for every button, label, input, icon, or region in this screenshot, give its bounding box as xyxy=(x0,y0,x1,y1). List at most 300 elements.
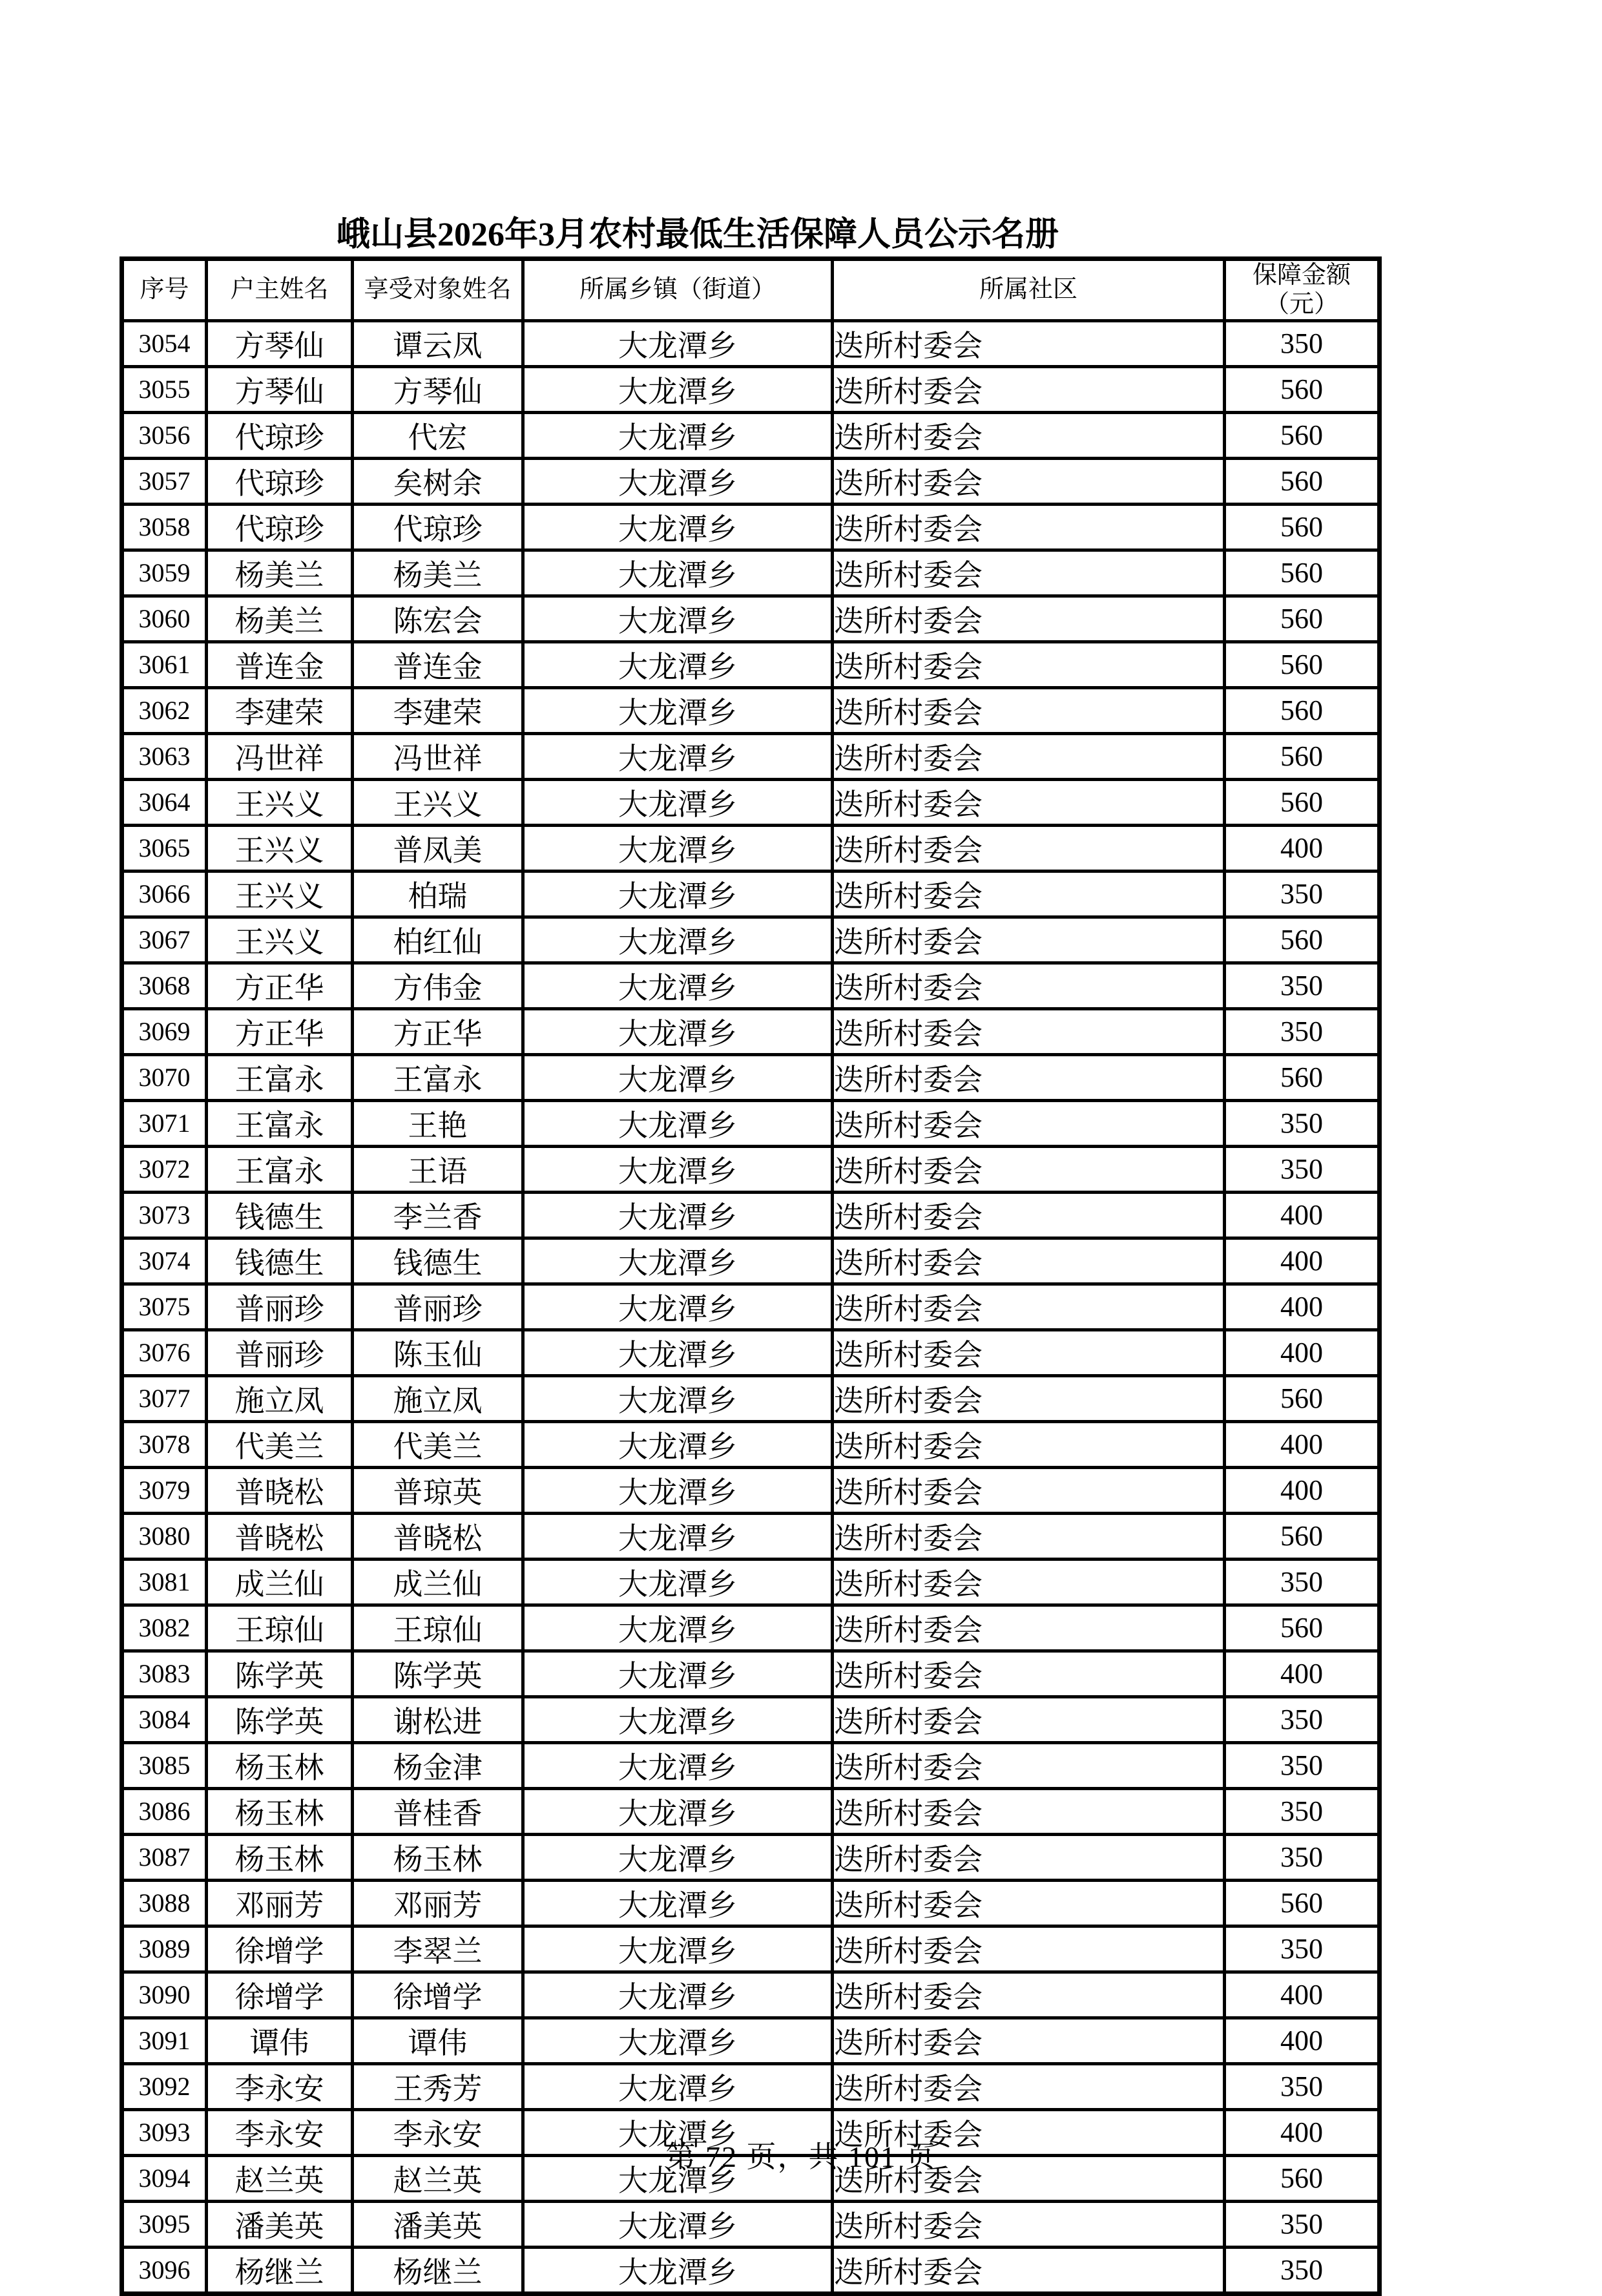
roster-table xyxy=(120,256,1382,2296)
cell-householder: 普丽珍 xyxy=(207,1330,353,1375)
cell-township: 大龙潭乡 xyxy=(523,1880,833,1926)
cell-index: 3056 xyxy=(122,412,207,458)
cell-community: 迭所村委会 xyxy=(833,963,1225,1008)
page-footer: 第 72 页，共 101 页 xyxy=(665,2140,937,2173)
cell-township: 大龙潭乡 xyxy=(523,412,833,458)
cell-index: 3095 xyxy=(122,2201,207,2247)
column-header-index: 序号 xyxy=(122,259,207,321)
cell-township: 大龙潭乡 xyxy=(523,1605,833,1651)
cell-householder: 王兴义 xyxy=(207,825,353,871)
cell-index: 3078 xyxy=(122,1421,207,1467)
cell-township: 大龙潭乡 xyxy=(523,1834,833,1880)
cell-township: 大龙潭乡 xyxy=(523,917,833,963)
cell-amount: 400 xyxy=(1225,2109,1380,2155)
cell-community: 迭所村委会 xyxy=(833,1880,1225,1926)
cell-community: 迭所村委会 xyxy=(833,1467,1225,1513)
cell-index: 3070 xyxy=(122,1054,207,1100)
cell-amount: 350 xyxy=(1225,1559,1380,1605)
cell-township: 大龙潭乡 xyxy=(523,320,833,366)
cell-amount: 560 xyxy=(1225,687,1380,733)
cell-community: 迭所村委会 xyxy=(833,1605,1225,1651)
cell-amount: 350 xyxy=(1225,2201,1380,2247)
cell-amount: 400 xyxy=(1225,1238,1380,1284)
cell-householder: 邓丽芳 xyxy=(207,1880,353,1926)
cell-amount: 560 xyxy=(1225,504,1380,550)
cell-householder: 陈学英 xyxy=(207,1651,353,1696)
cell-householder: 普晓松 xyxy=(207,1467,353,1513)
cell-community: 迭所村委会 xyxy=(833,1421,1225,1467)
cell-community: 迭所村委会 xyxy=(833,871,1225,917)
cell-township: 大龙潭乡 xyxy=(523,2247,833,2293)
cell-beneficiary: 代琼珍 xyxy=(353,504,523,550)
cell-householder: 杨美兰 xyxy=(207,550,353,596)
cell-amount: 350 xyxy=(1225,1926,1380,1972)
cell-index: 3060 xyxy=(122,596,207,642)
table-row xyxy=(122,2247,1380,2293)
cell-index: 3061 xyxy=(122,642,207,687)
cell-beneficiary: 谢松进 xyxy=(353,1696,523,1742)
cell-amount: 400 xyxy=(1225,1467,1380,1513)
cell-township: 大龙潭乡 xyxy=(523,1192,833,1238)
cell-beneficiary: 施立凤 xyxy=(353,1375,523,1421)
cell-index: 3090 xyxy=(122,1972,207,2018)
cell-beneficiary: 成兰仙 xyxy=(353,1559,523,1605)
cell-beneficiary: 普晓松 xyxy=(353,1513,523,1559)
cell-index: 3082 xyxy=(122,1605,207,1651)
table-row xyxy=(122,2201,1380,2247)
cell-beneficiary: 代美兰 xyxy=(353,1421,523,1467)
cell-householder: 徐增学 xyxy=(207,1926,353,1972)
cell-householder: 普晓松 xyxy=(207,1513,353,1559)
cell-index: 3088 xyxy=(122,1880,207,1926)
cell-householder: 冯世祥 xyxy=(207,733,353,779)
cell-township: 大龙潭乡 xyxy=(523,1421,833,1467)
cell-householder: 李永安 xyxy=(207,2063,353,2109)
cell-community: 迭所村委会 xyxy=(833,366,1225,412)
cell-index: 3091 xyxy=(122,2018,207,2063)
table-row xyxy=(122,1054,1380,1100)
cell-township: 大龙潭乡 xyxy=(523,642,833,687)
cell-beneficiary: 矣树余 xyxy=(353,458,523,504)
cell-community: 迭所村委会 xyxy=(833,458,1225,504)
cell-beneficiary: 代宏 xyxy=(353,412,523,458)
cell-township: 大龙潭乡 xyxy=(523,2109,833,2155)
table-row xyxy=(122,1192,1380,1238)
cell-township: 大龙潭乡 xyxy=(523,733,833,779)
cell-householder: 王兴义 xyxy=(207,871,353,917)
cell-amount: 560 xyxy=(1225,733,1380,779)
cell-beneficiary: 谭云凤 xyxy=(353,320,523,366)
cell-amount: 560 xyxy=(1225,550,1380,596)
cell-amount: 560 xyxy=(1225,1054,1380,1100)
cell-township: 大龙潭乡 xyxy=(523,1330,833,1375)
cell-community: 迭所村委会 xyxy=(833,550,1225,596)
table-row xyxy=(122,412,1380,458)
cell-amount: 560 xyxy=(1225,2155,1380,2201)
cell-householder: 谭伟 xyxy=(207,2018,353,2063)
table-row xyxy=(122,1284,1380,1330)
cell-beneficiary: 王艳 xyxy=(353,1100,523,1146)
cell-township: 大龙潭乡 xyxy=(523,2201,833,2247)
cell-householder: 王琼仙 xyxy=(207,1605,353,1651)
table-row xyxy=(122,779,1380,825)
cell-amount: 400 xyxy=(1225,1284,1380,1330)
cell-householder: 方琴仙 xyxy=(207,320,353,366)
cell-householder: 方正华 xyxy=(207,1008,353,1054)
cell-householder: 方正华 xyxy=(207,963,353,1008)
cell-householder: 钱德生 xyxy=(207,1238,353,1284)
cell-amount: 400 xyxy=(1225,1330,1380,1375)
cell-beneficiary: 普连金 xyxy=(353,642,523,687)
column-header-community: 所属社区 xyxy=(833,259,1225,321)
cell-householder: 赵兰英 xyxy=(207,2155,353,2201)
cell-community: 迭所村委会 xyxy=(833,1696,1225,1742)
cell-beneficiary: 王秀芳 xyxy=(353,2063,523,2109)
table-body xyxy=(122,320,1380,2293)
page-title: 峨山县2026年3月农村最低生活保障人员公示名册 xyxy=(336,216,1059,253)
cell-community: 迭所村委会 xyxy=(833,779,1225,825)
cell-amount: 400 xyxy=(1225,1651,1380,1696)
cell-amount: 350 xyxy=(1225,1742,1380,1788)
cell-community: 迭所村委会 xyxy=(833,2109,1225,2155)
cell-beneficiary: 邓丽芳 xyxy=(353,1880,523,1926)
table-row xyxy=(122,1880,1380,1926)
column-header-householder: 户主姓名 xyxy=(207,259,353,321)
cell-community: 迭所村委会 xyxy=(833,1972,1225,2018)
cell-township: 大龙潭乡 xyxy=(523,2155,833,2201)
cell-township: 大龙潭乡 xyxy=(523,779,833,825)
cell-index: 3086 xyxy=(122,1788,207,1834)
cell-community: 迭所村委会 xyxy=(833,596,1225,642)
header-row xyxy=(122,259,1380,321)
cell-index: 3063 xyxy=(122,733,207,779)
cell-amount: 560 xyxy=(1225,596,1380,642)
table-row xyxy=(122,1008,1380,1054)
cell-township: 大龙潭乡 xyxy=(523,1788,833,1834)
cell-amount: 560 xyxy=(1225,366,1380,412)
cell-householder: 代琼珍 xyxy=(207,504,353,550)
cell-householder: 陈学英 xyxy=(207,1696,353,1742)
cell-beneficiary: 普丽珍 xyxy=(353,1284,523,1330)
table-row xyxy=(122,1834,1380,1880)
cell-beneficiary: 王富永 xyxy=(353,1054,523,1100)
cell-householder: 代琼珍 xyxy=(207,412,353,458)
cell-householder: 王富永 xyxy=(207,1100,353,1146)
cell-householder: 杨美兰 xyxy=(207,596,353,642)
table-row xyxy=(122,1330,1380,1375)
cell-beneficiary: 李翠兰 xyxy=(353,1926,523,1972)
cell-community: 迭所村委会 xyxy=(833,687,1225,733)
cell-beneficiary: 徐增学 xyxy=(353,1972,523,2018)
cell-community: 迭所村委会 xyxy=(833,1238,1225,1284)
cell-community: 迭所村委会 xyxy=(833,2018,1225,2063)
cell-township: 大龙潭乡 xyxy=(523,1513,833,1559)
table-row xyxy=(122,320,1380,366)
column-header-beneficiary: 享受对象姓名 xyxy=(353,259,523,321)
cell-township: 大龙潭乡 xyxy=(523,1696,833,1742)
cell-amount: 560 xyxy=(1225,412,1380,458)
cell-community: 迭所村委会 xyxy=(833,1788,1225,1834)
cell-index: 3059 xyxy=(122,550,207,596)
cell-beneficiary: 方琴仙 xyxy=(353,366,523,412)
cell-amount: 350 xyxy=(1225,1834,1380,1880)
cell-community: 迭所村委会 xyxy=(833,1054,1225,1100)
cell-beneficiary: 柏瑞 xyxy=(353,871,523,917)
cell-amount: 350 xyxy=(1225,2247,1380,2293)
cell-householder: 杨玉林 xyxy=(207,1788,353,1834)
cell-community: 迭所村委会 xyxy=(833,1834,1225,1880)
cell-amount: 560 xyxy=(1225,642,1380,687)
cell-township: 大龙潭乡 xyxy=(523,1008,833,1054)
cell-householder: 方琴仙 xyxy=(207,366,353,412)
table-header xyxy=(122,259,1380,321)
cell-township: 大龙潭乡 xyxy=(523,1926,833,1972)
cell-householder: 杨玉林 xyxy=(207,1834,353,1880)
cell-community: 迭所村委会 xyxy=(833,1559,1225,1605)
table-row xyxy=(122,963,1380,1008)
cell-index: 3077 xyxy=(122,1375,207,1421)
cell-amount: 350 xyxy=(1225,1100,1380,1146)
cell-index: 3054 xyxy=(122,320,207,366)
column-header-township: 所属乡镇（街道） xyxy=(523,259,833,321)
cell-beneficiary: 柏红仙 xyxy=(353,917,523,963)
table-row xyxy=(122,1375,1380,1421)
cell-index: 3064 xyxy=(122,779,207,825)
column-header-amount: 保障金额 （元） xyxy=(1225,259,1380,321)
cell-amount: 560 xyxy=(1225,1375,1380,1421)
cell-community: 迭所村委会 xyxy=(833,1375,1225,1421)
cell-index: 3087 xyxy=(122,1834,207,1880)
cell-householder: 徐增学 xyxy=(207,1972,353,2018)
table-row xyxy=(122,687,1380,733)
table-row xyxy=(122,733,1380,779)
cell-amount: 350 xyxy=(1225,1146,1380,1192)
cell-index: 3074 xyxy=(122,1238,207,1284)
cell-index: 3084 xyxy=(122,1696,207,1742)
table-row xyxy=(122,1467,1380,1513)
table-row xyxy=(122,1696,1380,1742)
cell-index: 3057 xyxy=(122,458,207,504)
cell-township: 大龙潭乡 xyxy=(523,1054,833,1100)
table-row xyxy=(122,504,1380,550)
cell-householder: 王富永 xyxy=(207,1146,353,1192)
cell-community: 迭所村委会 xyxy=(833,2201,1225,2247)
cell-community: 迭所村委会 xyxy=(833,2155,1225,2201)
cell-community: 迭所村委会 xyxy=(833,917,1225,963)
table-row xyxy=(122,1238,1380,1284)
cell-beneficiary: 潘美英 xyxy=(353,2201,523,2247)
cell-community: 迭所村委会 xyxy=(833,320,1225,366)
cell-community: 迭所村委会 xyxy=(833,1330,1225,1375)
cell-beneficiary: 方伟金 xyxy=(353,963,523,1008)
cell-householder: 李永安 xyxy=(207,2109,353,2155)
cell-index: 3094 xyxy=(122,2155,207,2201)
cell-township: 大龙潭乡 xyxy=(523,1972,833,2018)
table-row xyxy=(122,1651,1380,1696)
cell-township: 大龙潭乡 xyxy=(523,458,833,504)
cell-index: 3079 xyxy=(122,1467,207,1513)
cell-index: 3055 xyxy=(122,366,207,412)
cell-amount: 350 xyxy=(1225,963,1380,1008)
table-row xyxy=(122,458,1380,504)
cell-index: 3072 xyxy=(122,1146,207,1192)
cell-community: 迭所村委会 xyxy=(833,2247,1225,2293)
cell-amount: 350 xyxy=(1225,871,1380,917)
cell-amount: 560 xyxy=(1225,917,1380,963)
table-row xyxy=(122,1788,1380,1834)
cell-beneficiary: 李建荣 xyxy=(353,687,523,733)
cell-township: 大龙潭乡 xyxy=(523,687,833,733)
cell-amount: 350 xyxy=(1225,1788,1380,1834)
cell-amount: 560 xyxy=(1225,779,1380,825)
table-row xyxy=(122,2063,1380,2109)
cell-index: 3092 xyxy=(122,2063,207,2109)
cell-beneficiary: 钱德生 xyxy=(353,1238,523,1284)
cell-township: 大龙潭乡 xyxy=(523,1375,833,1421)
cell-amount: 560 xyxy=(1225,1513,1380,1559)
cell-beneficiary: 王语 xyxy=(353,1146,523,1192)
cell-amount: 400 xyxy=(1225,2018,1380,2063)
cell-householder: 代琼珍 xyxy=(207,458,353,504)
cell-householder: 潘美英 xyxy=(207,2201,353,2247)
cell-householder: 普丽珍 xyxy=(207,1284,353,1330)
cell-township: 大龙潭乡 xyxy=(523,1238,833,1284)
cell-householder: 普连金 xyxy=(207,642,353,687)
cell-community: 迭所村委会 xyxy=(833,1284,1225,1330)
cell-index: 3076 xyxy=(122,1330,207,1375)
cell-community: 迭所村委会 xyxy=(833,1100,1225,1146)
cell-amount: 400 xyxy=(1225,1421,1380,1467)
cell-township: 大龙潭乡 xyxy=(523,1742,833,1788)
cell-community: 迭所村委会 xyxy=(833,1146,1225,1192)
cell-amount: 400 xyxy=(1225,1972,1380,2018)
cell-beneficiary: 普凤美 xyxy=(353,825,523,871)
cell-township: 大龙潭乡 xyxy=(523,2018,833,2063)
cell-amount: 400 xyxy=(1225,1192,1380,1238)
cell-beneficiary: 陈玉仙 xyxy=(353,1330,523,1375)
cell-township: 大龙潭乡 xyxy=(523,1651,833,1696)
cell-beneficiary: 杨美兰 xyxy=(353,550,523,596)
table-row xyxy=(122,1100,1380,1146)
cell-householder: 王富永 xyxy=(207,1054,353,1100)
cell-index: 3093 xyxy=(122,2109,207,2155)
table-row xyxy=(122,871,1380,917)
cell-index: 3089 xyxy=(122,1926,207,1972)
cell-householder: 钱德生 xyxy=(207,1192,353,1238)
cell-index: 3062 xyxy=(122,687,207,733)
cell-index: 3075 xyxy=(122,1284,207,1330)
table-row xyxy=(122,642,1380,687)
cell-householder: 杨玉林 xyxy=(207,1742,353,1788)
cell-township: 大龙潭乡 xyxy=(523,1100,833,1146)
cell-township: 大龙潭乡 xyxy=(523,504,833,550)
cell-householder: 代美兰 xyxy=(207,1421,353,1467)
cell-beneficiary: 杨继兰 xyxy=(353,2247,523,2293)
cell-community: 迭所村委会 xyxy=(833,642,1225,687)
cell-beneficiary: 李兰香 xyxy=(353,1192,523,1238)
cell-beneficiary: 赵兰英 xyxy=(353,2155,523,2201)
cell-amount: 350 xyxy=(1225,2063,1380,2109)
cell-amount: 350 xyxy=(1225,1696,1380,1742)
cell-index: 3071 xyxy=(122,1100,207,1146)
cell-beneficiary: 谭伟 xyxy=(353,2018,523,2063)
table-row xyxy=(122,1742,1380,1788)
table-row xyxy=(122,1513,1380,1559)
table-row xyxy=(122,1605,1380,1651)
cell-householder: 王兴义 xyxy=(207,917,353,963)
cell-index: 3085 xyxy=(122,1742,207,1788)
table-row xyxy=(122,1972,1380,2018)
cell-community: 迭所村委会 xyxy=(833,504,1225,550)
cell-index: 3067 xyxy=(122,917,207,963)
cell-beneficiary: 普桂香 xyxy=(353,1788,523,1834)
table-row xyxy=(122,2018,1380,2063)
cell-township: 大龙潭乡 xyxy=(523,1467,833,1513)
table-row xyxy=(122,366,1380,412)
cell-householder: 杨继兰 xyxy=(207,2247,353,2293)
cell-amount: 560 xyxy=(1225,1880,1380,1926)
cell-beneficiary: 陈学英 xyxy=(353,1651,523,1696)
cell-index: 3068 xyxy=(122,963,207,1008)
cell-community: 迭所村委会 xyxy=(833,733,1225,779)
cell-township: 大龙潭乡 xyxy=(523,366,833,412)
cell-community: 迭所村委会 xyxy=(833,825,1225,871)
cell-township: 大龙潭乡 xyxy=(523,871,833,917)
table-row xyxy=(122,596,1380,642)
cell-beneficiary: 方正华 xyxy=(353,1008,523,1054)
cell-index: 3096 xyxy=(122,2247,207,2293)
cell-householder: 施立凤 xyxy=(207,1375,353,1421)
cell-beneficiary: 王兴义 xyxy=(353,779,523,825)
cell-amount: 350 xyxy=(1225,1008,1380,1054)
cell-township: 大龙潭乡 xyxy=(523,596,833,642)
cell-beneficiary: 陈宏会 xyxy=(353,596,523,642)
cell-community: 迭所村委会 xyxy=(833,412,1225,458)
cell-householder: 王兴义 xyxy=(207,779,353,825)
cell-index: 3080 xyxy=(122,1513,207,1559)
table-row xyxy=(122,1559,1380,1605)
cell-beneficiary: 王琼仙 xyxy=(353,1605,523,1651)
cell-community: 迭所村委会 xyxy=(833,1513,1225,1559)
cell-householder: 李建荣 xyxy=(207,687,353,733)
table-row xyxy=(122,917,1380,963)
cell-beneficiary: 李永安 xyxy=(353,2109,523,2155)
cell-index: 3069 xyxy=(122,1008,207,1054)
cell-index: 3066 xyxy=(122,871,207,917)
table-row xyxy=(122,1421,1380,1467)
cell-amount: 560 xyxy=(1225,458,1380,504)
cell-index: 3081 xyxy=(122,1559,207,1605)
cell-township: 大龙潭乡 xyxy=(523,2063,833,2109)
cell-amount: 560 xyxy=(1225,1605,1380,1651)
cell-index: 3073 xyxy=(122,1192,207,1238)
cell-amount: 400 xyxy=(1225,825,1380,871)
table-row xyxy=(122,1926,1380,1972)
cell-township: 大龙潭乡 xyxy=(523,825,833,871)
cell-township: 大龙潭乡 xyxy=(523,1559,833,1605)
cell-index: 3058 xyxy=(122,504,207,550)
cell-amount: 350 xyxy=(1225,320,1380,366)
cell-community: 迭所村委会 xyxy=(833,1192,1225,1238)
cell-community: 迭所村委会 xyxy=(833,1008,1225,1054)
cell-beneficiary: 普琼英 xyxy=(353,1467,523,1513)
table-row xyxy=(122,1146,1380,1192)
cell-householder: 成兰仙 xyxy=(207,1559,353,1605)
cell-community: 迭所村委会 xyxy=(833,1926,1225,1972)
cell-index: 3083 xyxy=(122,1651,207,1696)
table-row xyxy=(122,550,1380,596)
cell-community: 迭所村委会 xyxy=(833,1651,1225,1696)
